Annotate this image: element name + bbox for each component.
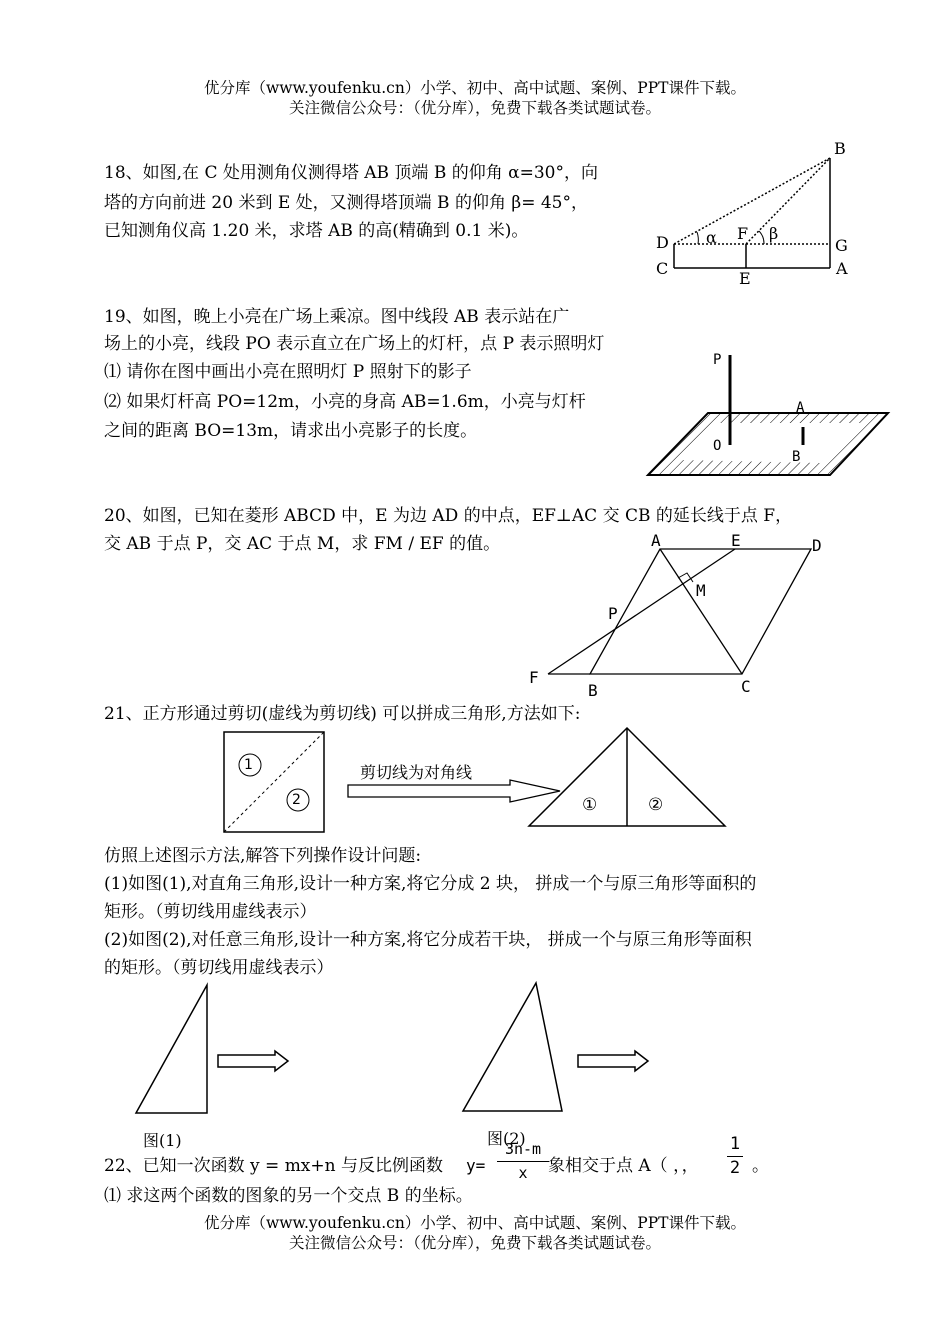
q20-label-F: F bbox=[529, 668, 539, 687]
q18-label-B: B bbox=[834, 139, 846, 158]
q18-line-2: 塔的方向前进 20 米到 E 处，又测得塔顶端 B 的仰角 β= 45°， bbox=[104, 193, 588, 213]
footer-line-1: 优分库（www.youfenku.cn）小学、初中、高中试题、案例、PPT课件下载。 bbox=[203, 1214, 747, 1232]
q20-label-P: P bbox=[608, 604, 618, 623]
q22-half-numerator: 1 bbox=[729, 1134, 741, 1154]
q21-exercise-figures bbox=[120, 975, 660, 1120]
q22-line-2: ⑴ 求这两个函数的图象的另一个交点 B 的坐标。 bbox=[104, 1186, 473, 1206]
q20-label-M: M bbox=[696, 581, 706, 600]
q19-line-2: 场上的小亮，线段 PO 表示直立在广场上的灯杆，点 P 表示照明灯 bbox=[104, 334, 605, 354]
q21-line-4: 矩形。（剪切线用虚线表示） bbox=[104, 902, 317, 922]
q22-formula-numerator: 3n-m bbox=[504, 1140, 542, 1158]
q21-fig2-caption: 图(2) bbox=[487, 1129, 526, 1148]
q20-label-A: A bbox=[651, 531, 661, 550]
q18-label-G: G bbox=[835, 236, 848, 255]
q21-line-1: 21、正方形通过剪切(虚线为剪切线) 可以拼成三角形,方法如下: bbox=[104, 704, 581, 724]
q19-line-1: 19、如图，晚上小亮在广场上乘凉。图中线段 AB 表示站在广 bbox=[104, 307, 570, 327]
q21-line-2: 仿照上述图示方法,解答下列操作设计问题: bbox=[104, 846, 422, 866]
q19-label-A: A bbox=[796, 400, 805, 416]
q21-figure bbox=[220, 728, 740, 838]
q18-line-1: 18、如图,在 C 处用测角仪测得塔 AB 顶端 B 的仰角 α=30°，向 bbox=[104, 163, 598, 183]
q22-line-1-post: 象相交于点 A（ ，， bbox=[548, 1156, 699, 1176]
q22-formula-denominator: x bbox=[518, 1164, 528, 1182]
footer-line-2: 关注微信公众号：（优分库），免费下载各类试题试卷。 bbox=[288, 1234, 661, 1252]
q18-label-E: E bbox=[739, 269, 751, 288]
q21-square-label-2: 2 bbox=[292, 792, 301, 808]
header-line-2: 关注微信公众号：（优分库），免费下载各类试题试卷。 bbox=[288, 99, 661, 117]
q19-figure bbox=[640, 345, 890, 480]
q18-label-A: A bbox=[836, 259, 848, 278]
q20-label-D: D bbox=[812, 536, 822, 555]
q18-label-beta: β bbox=[769, 224, 779, 243]
q21-line-5: (2)如图(2),对任意三角形,设计一种方案,将它分成若干块， 拼成一个与原三角形等面积 bbox=[104, 930, 752, 950]
q22-formula-y: y= bbox=[466, 1156, 486, 1175]
q22-line-1-pre: 22、已知一次函数 y = mx+n 与反比例函数 bbox=[104, 1156, 443, 1176]
q22-half-bar bbox=[727, 1156, 743, 1157]
q21-square-label-1: 1 bbox=[244, 757, 253, 773]
q20-label-E: E bbox=[731, 531, 741, 550]
q21-line-3: (1)如图(1),对直角三角形,设计一种方案,将它分成 2 块， 拼成一个与原三角形等面积的 bbox=[104, 874, 757, 894]
q21-piece-2: ② bbox=[648, 795, 664, 815]
q18-label-alpha: α bbox=[706, 228, 717, 247]
q21-line-6: 的矩形。（剪切线用虚线表示） bbox=[104, 958, 334, 978]
header-line-1: 优分库（www.youfenku.cn）小学、初中、高中试题、案例、PPT课件下载。 bbox=[203, 79, 747, 97]
q22-line-1-end: 。 bbox=[752, 1156, 769, 1176]
q18-label-C: C bbox=[656, 259, 669, 278]
q20-line-1: 20、如图，已知在菱形 ABCD 中，E 为边 AD 的中点，EF⊥AC 交 CB 的延长线于点 F， bbox=[104, 506, 793, 526]
q19-label-P: P bbox=[713, 352, 722, 368]
q22-half-denominator: 2 bbox=[729, 1158, 741, 1178]
q20-label-C: C bbox=[741, 677, 751, 696]
q20-label-B: B bbox=[588, 681, 598, 700]
q18-line-3: 已知测角仪高 1.20 米，求塔 AB 的高(精确到 0.1 米)。 bbox=[104, 221, 529, 241]
q18-label-F: F bbox=[737, 224, 749, 243]
q19-line-5: 之间的距离 BO=13m，请求出小亮影子的长度。 bbox=[104, 421, 478, 441]
q21-piece-1: ① bbox=[582, 795, 598, 815]
q22-formula-bar bbox=[497, 1161, 549, 1162]
q20-line-2: 交 AB 于点 P，交 AC 于点 M，求 FM / EF 的值。 bbox=[104, 534, 501, 554]
q19-line-3: ⑴ 请你在图中画出小亮在照明灯 P 照射下的影子 bbox=[104, 362, 472, 382]
q21-fig1-caption: 图(1) bbox=[143, 1131, 182, 1150]
q19-label-B: B bbox=[792, 449, 801, 465]
q18-label-D: D bbox=[656, 233, 669, 252]
q21-arrow-label: 剪切线为对角线 bbox=[360, 763, 473, 782]
q19-line-4: ⑵ 如果灯杆高 PO=12m，小亮的身高 AB=1.6m，小亮与灯杆 bbox=[104, 392, 586, 412]
q20-figure bbox=[525, 535, 825, 695]
q19-label-O: O bbox=[713, 438, 722, 454]
